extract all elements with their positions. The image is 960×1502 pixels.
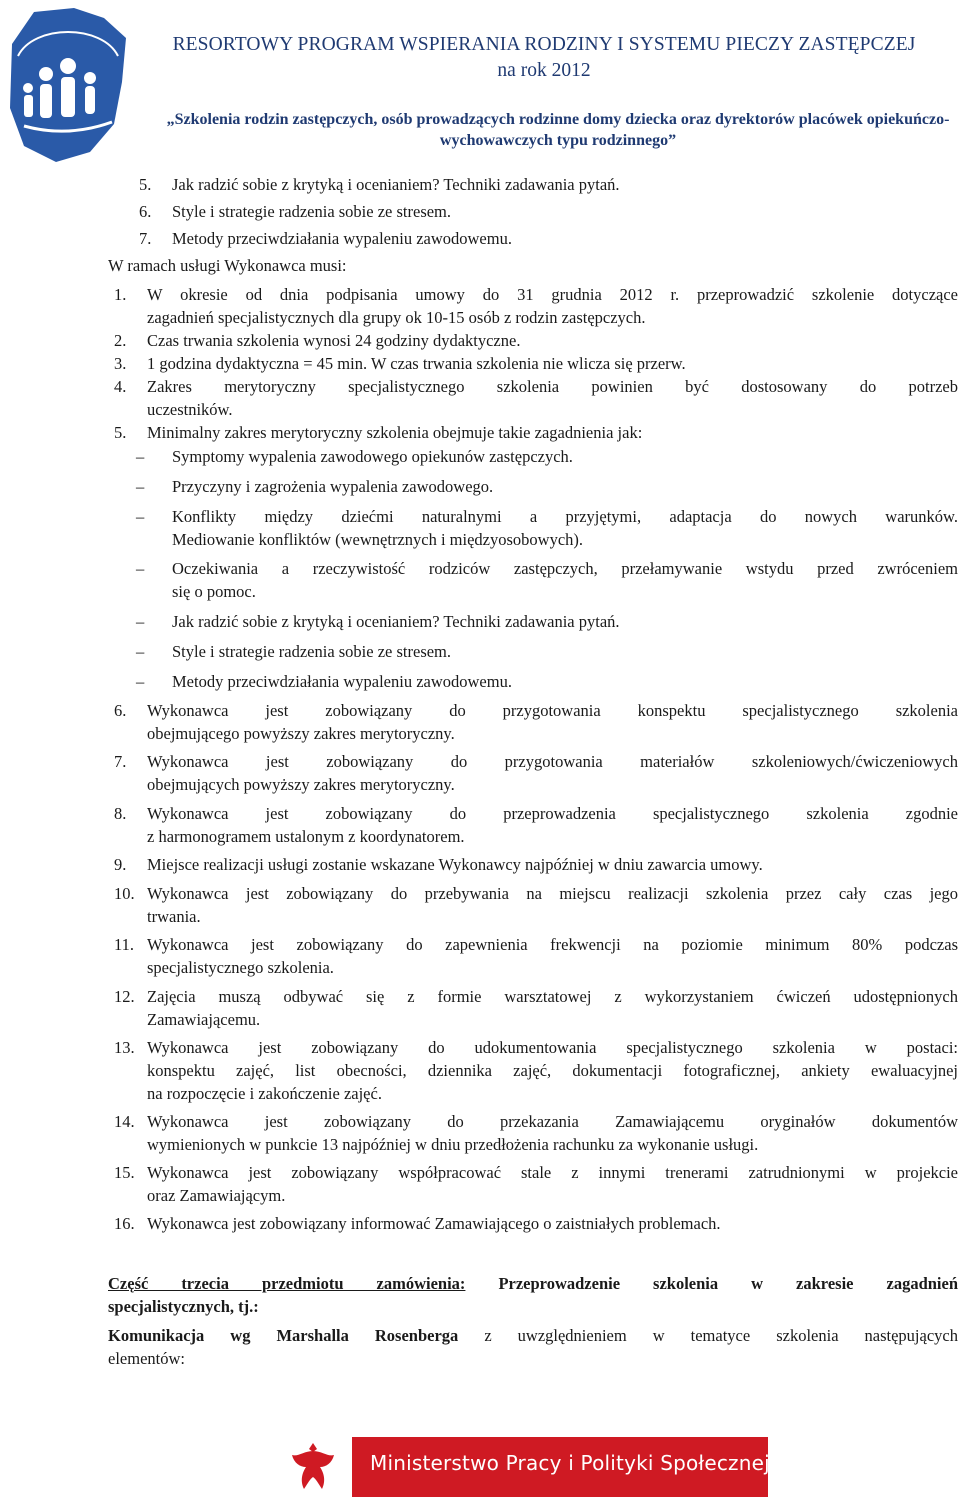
item-line: Wykonawca jest zobowiązany informować Zamawiającego o zaistniałych problemach. [147,1214,721,1233]
part3-label: Część trzecia przedmiotu zamówienia: [108,1274,466,1293]
item-line: Wykonawca jest zobowiązany do przygotowania materiałów szkoleniowych/ćwiczeniowych [147,752,958,771]
item-line: Zajęcia muszą odbywać się z formie warsztatowej z wykorzystaniem ćwiczeń udostępnionych [147,987,958,1006]
dash-bullet: – [136,507,145,526]
item-line: Wykonawca jest zobowiązany do zapewnienia frekwencji na poziomie minimum 80% podczas [147,935,958,954]
top-list-item: Style i strategie radzenia sobie ze stresem. [172,202,452,221]
item-line: Wykonawca jest zobowiązany do przeprowadzenia specjalistycznego szkolenia zgodnie [147,804,958,823]
top-list-item: Jak radzić sobie z krytyką i ocenianiem? Techniki zadawania pytań. [172,175,620,194]
item-line: uczestników. [147,400,233,419]
item-num: 16. [114,1214,135,1233]
dash-bullet: – [136,672,145,691]
item-num: 3. [114,354,127,373]
section-intro: W ramach usługi Wykonawca musi: [108,256,347,275]
item-line: oraz Zamawiającym. [147,1186,286,1205]
dash-item-line: się o pomoc. [172,582,256,601]
top-list-num: 6. [139,202,152,221]
dash-item-line: Style i strategie radzenia sobie ze stresem. [172,642,452,661]
item-num: 11. [114,935,135,954]
item-line: obejmujących powyższy zakres merytoryczny. [147,775,455,794]
item-num: 10. [114,884,135,903]
item-line: 1 godzina dydaktyczna = 45 min. W czas trwania szkolenia nie wlicza się przerw. [147,354,686,373]
dash-bullet: – [136,612,145,631]
dash-bullet: – [136,559,145,578]
item-num: 12. [114,987,135,1006]
dash-item-line: Konflikty między dziećmi naturalnymi a przyjętymi, adaptacja do nowych warunków. [172,507,958,526]
item-line: Wykonawca jest zobowiązany do przebywania na miejscu realizacji szkolenia przez cały czas jego [147,884,958,903]
dash-bullet: – [136,477,145,496]
item-num: 5. [114,423,127,442]
program-title: RESORTOWY PROGRAM WSPIERANIA RODZINY I SYSTEMU PIECZY ZASTĘPCZEJ [172,34,916,55]
item-line: Zakres merytoryczny specjalistycznego szkolenia powinien być dostosowany do potrzeb [147,377,958,396]
eagle-emblem-box [274,1437,352,1497]
item-line: Wykonawca jest zobowiązany do udokumentowania specjalistycznego szkolenia w postaci: [147,1038,958,1057]
item-line: Wykonawca jest zobowiązany do przygotowania konspektu specjalistycznego szkolenia [147,701,958,720]
part3-heading-rest: Przeprowadzenie szkolenia w zakresie zagadnień [498,1274,959,1293]
item-line: na rozpoczęcie i zakończenie zajęć. [147,1084,382,1103]
item-line: trwania. [147,907,201,926]
item-num: 13. [114,1038,135,1057]
komunikacja-rest: z uwzględnieniem w tematyce szkolenia następujących [484,1326,958,1345]
dash-item-line: Mediowanie konfliktów (wewnętrznych i międzyosobowych). [172,530,584,549]
program-year: na rok 2012 [497,60,591,81]
item-line: Miejsce realizacji usługi zostanie wskazane Wykonawcy najpóźniej w dniu zawarcia umowy. [147,855,763,874]
item-line: wymienionych w punkcie 13 najpóźniej w dniu przedłożenia rachunku za wykonanie usługi. [147,1135,759,1154]
item-num: 7. [114,752,127,771]
item-line: konspektu zajęć, list obecności, dziennika zajęć, dokumentacji fotograficznej, ankiety ewaluacyjnej [147,1061,958,1080]
dash-bullet: – [136,447,145,466]
dash-item-line: Metody przeciwdziałania wypaleniu zawodowemu. [172,672,512,691]
top-list-num: 7. [139,229,152,248]
komunikacja-line2: elementów: [108,1349,185,1368]
item-num: 9. [114,855,127,874]
item-num: 15. [114,1163,135,1182]
program-subtitle: „Szkolenia rodzin zastępczych, osób prowadzących rodzinne domy dziecka oraz dyrektorów placówek opiekuńczo-wychowawczych typu rodzinnego” [166,111,950,149]
item-num: 1. [114,285,127,304]
ministry-banner [274,1437,768,1497]
dash-bullet: – [136,642,145,661]
dash-item-line: Jak radzić sobie z krytyką i ocenianiem? Techniki zadawania pytań. [172,612,620,631]
item-line: specjalistycznego szkolenia. [147,958,334,977]
dash-item-line: Oczekiwania a rzeczywistość rodziców zastępczych, przełamywanie wstydu przed zwróceniem [172,559,958,578]
item-line: zagadnień specjalistycznych dla grupy ok 10-15 osób z rodzin zastępczych. [147,308,646,327]
part3-heading-line2: specjalistycznych, tj.: [108,1297,259,1316]
item-line: W okresie od dnia podpisania umowy do 31 grudnia 2012 r. przeprowadzić szkolenie dotyczące [147,285,958,304]
top-list-item: Metody przeciwdziałania wypaleniu zawodowemu. [172,229,512,248]
komunikacja-title: Komunikacja wg Marshalla Rosenberga [108,1326,459,1345]
item-num: 2. [114,331,127,350]
pcpr-logo [4,4,132,164]
item-line: Zamawiającemu. [147,1010,261,1029]
item-line: Wykonawca jest zobowiązany do przekazania Zamawiającemu oryginałów dokumentów [147,1112,958,1131]
item-line: Minimalny zakres merytoryczny szkolenia obejmuje takie zagadnienia jak: [147,423,643,442]
dash-item-line: Przyczyny i zagrożenia wypalenia zawodowego. [172,477,494,496]
item-line: Czas trwania szkolenia wynosi 24 godziny dydaktyczne. [147,331,521,350]
item-num: 14. [114,1112,135,1131]
ministry-name: Ministerstwo Pracy i Polityki Społecznej [370,1451,770,1475]
item-line: Wykonawca jest zobowiązany współpracować stale z innymi trenerami zatrudnionymi w projekcie [147,1163,958,1182]
dash-item-line: Symptomy wypalenia zawodowego opiekunów zastępczych. [172,447,573,466]
polish-eagle-icon [274,1437,352,1497]
item-num: 4. [114,377,127,396]
part3-heading [108,1273,958,1294]
item-num: 8. [114,804,127,823]
item-line: z harmonogramem ustalonym z koordynatorem. [147,827,465,846]
item-num: 6. [114,701,127,720]
top-list-num: 5. [139,175,152,194]
komunikacja-line [108,1325,958,1346]
item-line: obejmującego powyższy zakres merytoryczny. [147,724,455,743]
